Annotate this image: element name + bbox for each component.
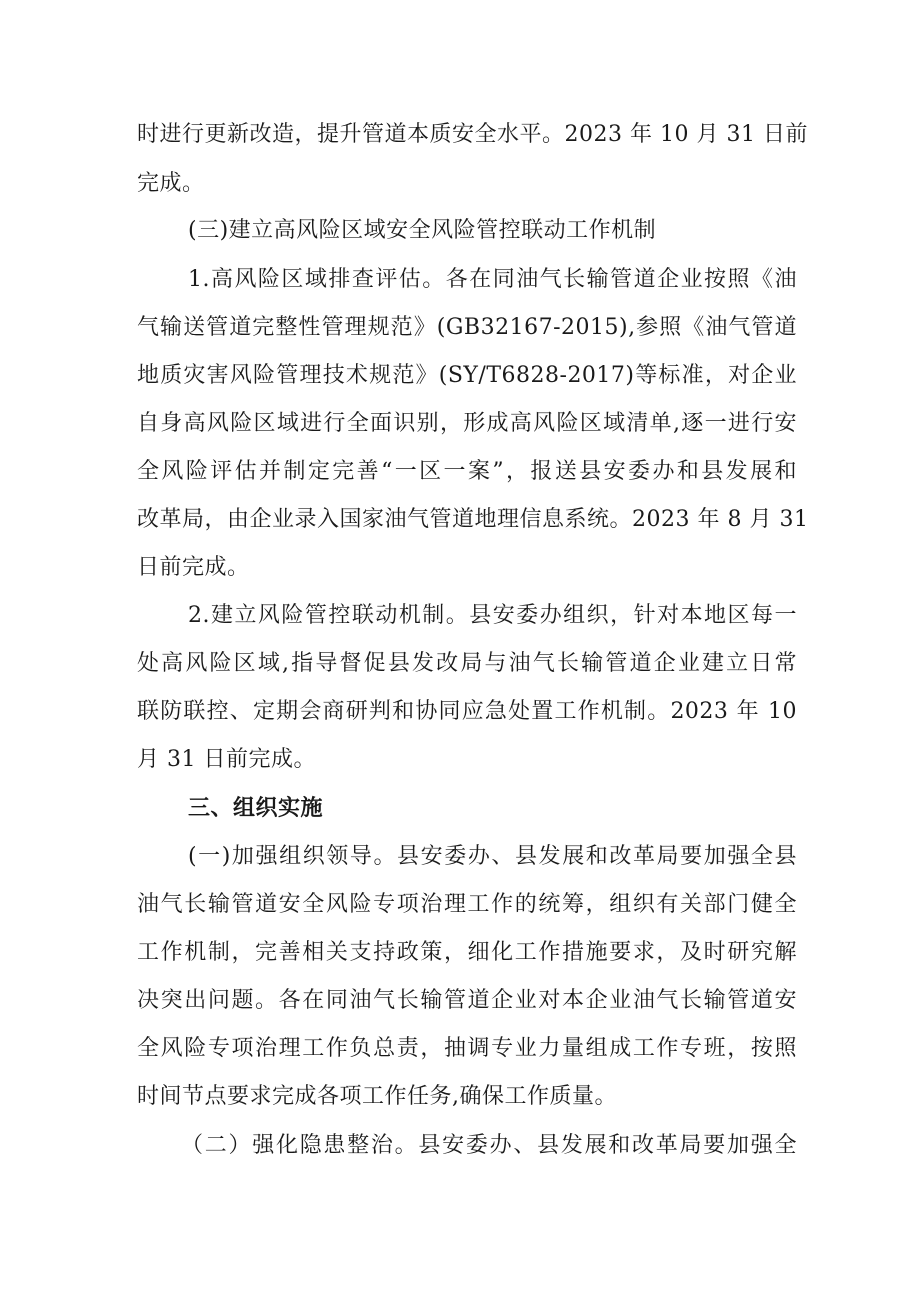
body-text-line: 地质灾害风险管理技术规范》(SY/T6828-2017)等标准，对企业 [137,363,797,388]
body-text-line: 时间节点要求完成各项工作任务,确保工作质量。 [137,1084,617,1109]
body-text-line: 时进行更新改造，提升管道本质安全水平。2023 年 10 月 31 日前 [137,122,808,147]
body-text-line: 决突出问题。各在同油气长输管道企业对本企业油气长输管道安 [137,988,797,1013]
body-text-line: 完成。 [137,171,205,196]
body-text-line: 联防联控、定期会商研判和协同应急处置工作机制。2023 年 10 [137,699,797,724]
body-text-line: 油气长输管道安全风险专项治理工作的统筹，组织有关部门健全 [137,892,797,917]
body-text-line: 改革局，由企业录入国家油气管道地理信息系统。2023 年 8 月 31 [137,507,809,532]
section-subheading: (三)建立高风险区域安全风险管控联动工作机制 [188,218,657,243]
body-text-line: 全风险专项治理工作负总责，抽调专业力量组成工作专班，按照 [137,1036,797,1061]
body-text-line: 日前完成。 [137,555,250,580]
body-text-line: （二）强化隐患整治。县安委办、县发展和改革局要加强全 [181,1133,797,1158]
body-text-line: 2.建立风险管控联动机制。县安委办组织，针对本地区每一 [188,603,797,628]
body-text-line: 处高风险区域,指导督促县发改局与油气长输管道企业建立日常 [137,651,797,676]
body-text-line: 1.高风险区域排查评估。各在同油气长输管道企业按照《油 [188,267,797,292]
body-text-line: 自身高风险区域进行全面识别，形成高风险区域清单,逐一进行安 [137,411,797,436]
body-text-line: (一)加强组织领导。县安委办、县发展和改革局要加强全县 [188,844,797,869]
body-text-line: 工作机制，完善相关支持政策，细化工作措施要求，及时研究解 [137,940,797,965]
section-heading: 三、组织实施 [188,796,324,821]
body-text-line: 全风险评估并制定完善“一区一案”，报送县安委办和县发展和 [137,459,797,484]
body-text-line: 月 31 日前完成。 [137,747,316,772]
body-text-line: 气输送管道完整性管理规范》(GB32167-2015),参照《油气管道 [137,315,797,340]
